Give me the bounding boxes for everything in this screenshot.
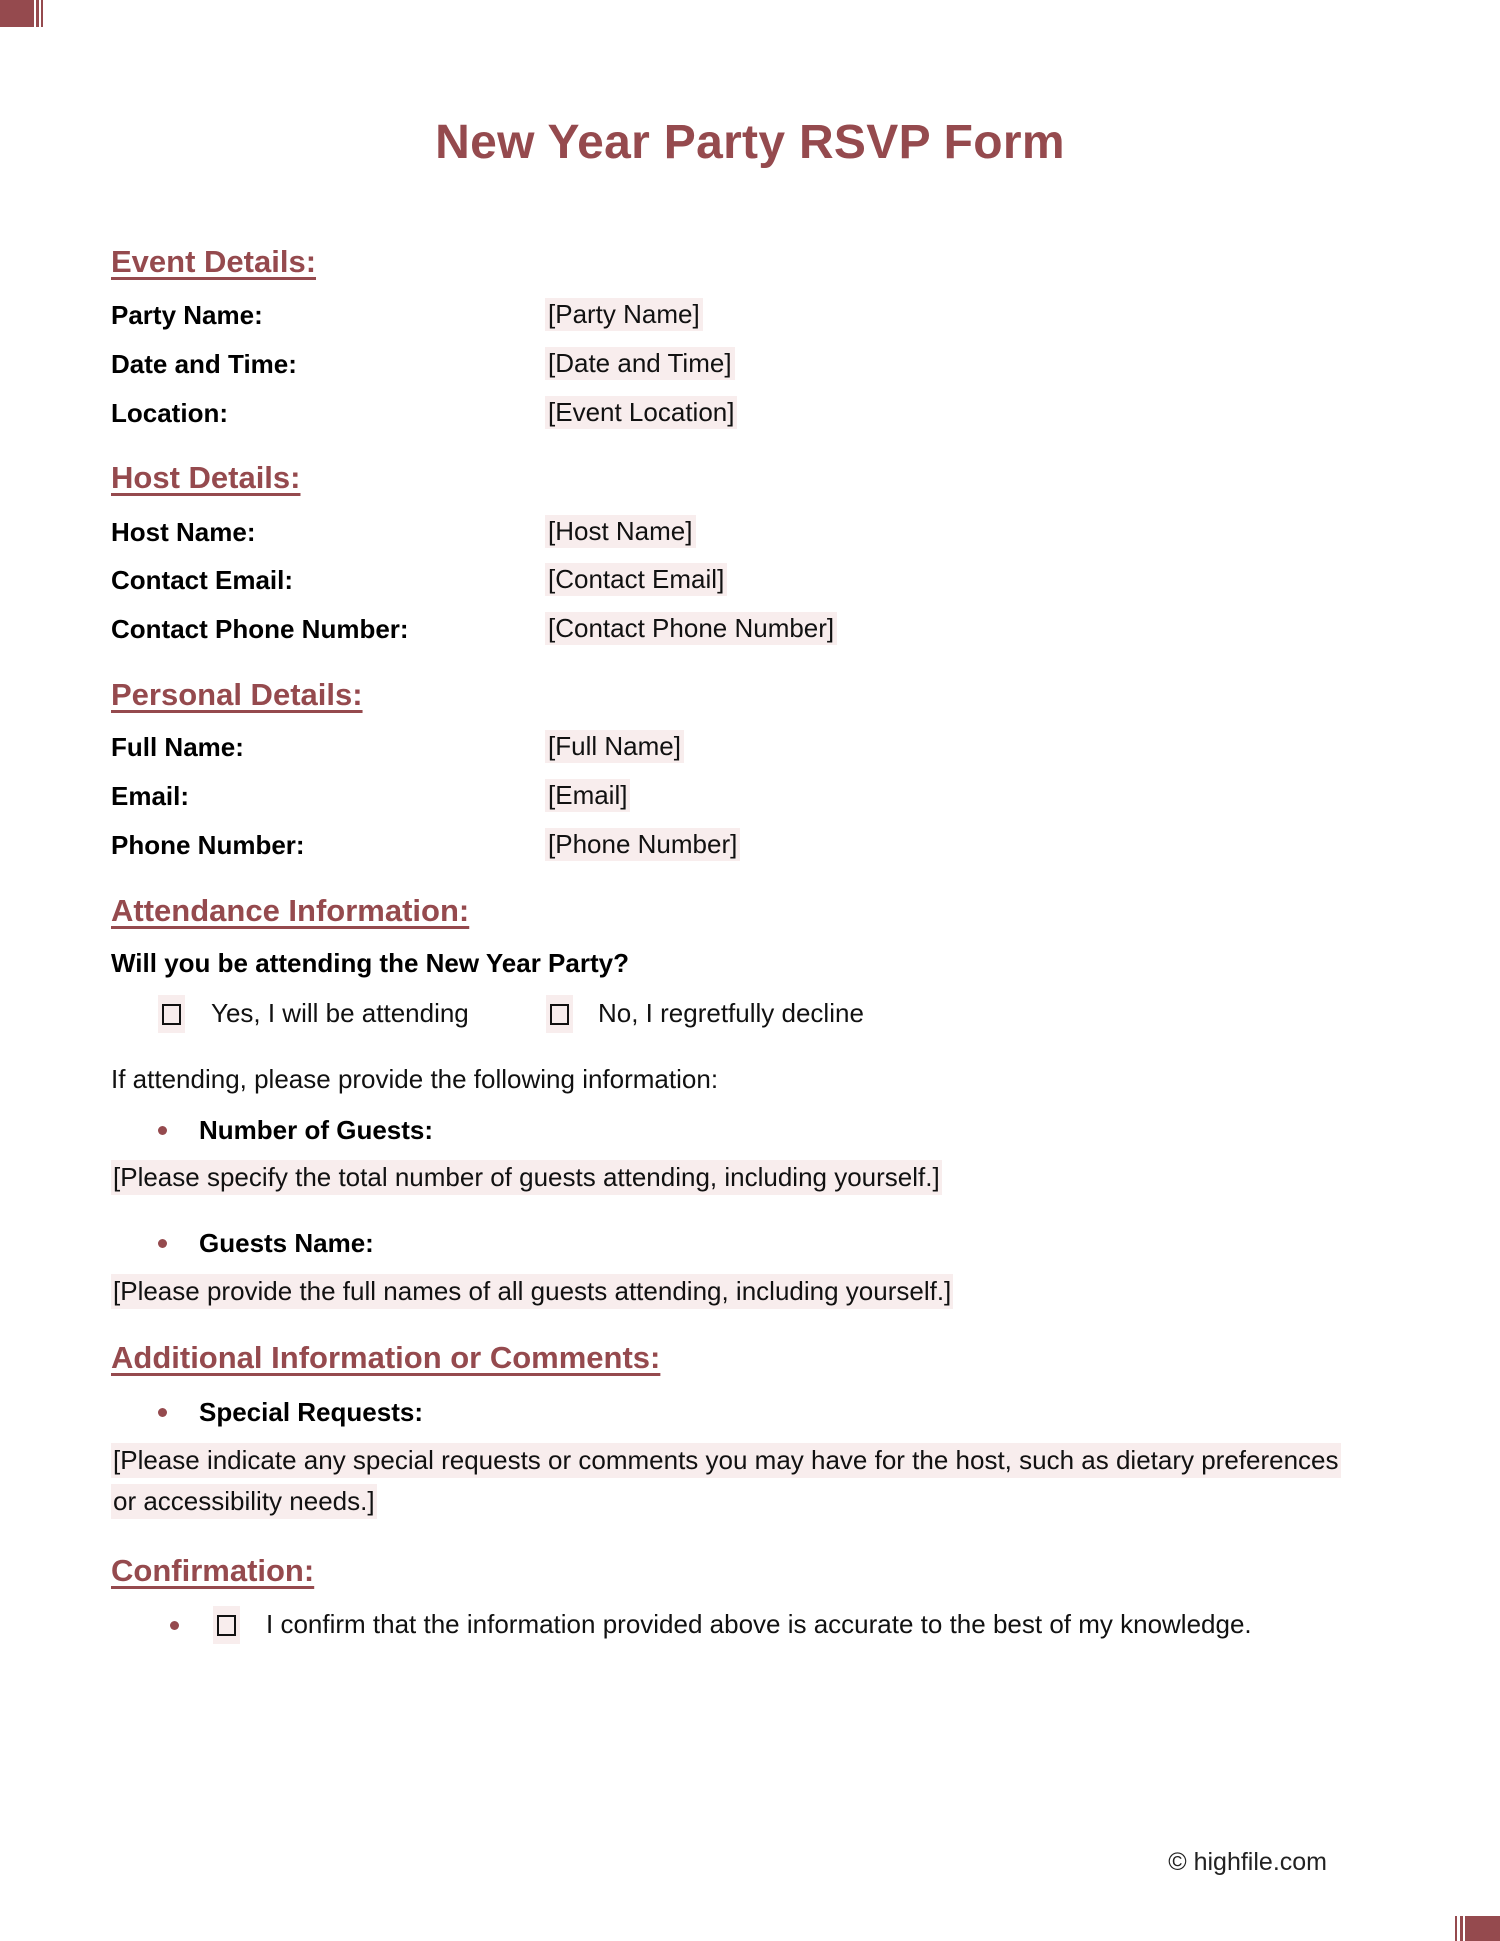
option-yes-label: Yes, I will be attending: [211, 998, 469, 1028]
section-heading-event-details: Event Details:: [111, 244, 317, 279]
corner-decoration-top-left: [0, 0, 44, 27]
checkbox-no[interactable]: [546, 995, 573, 1033]
corner-stripe: [1455, 1916, 1457, 1941]
checkbox-yes[interactable]: [158, 995, 185, 1033]
checkbox-square-icon: [550, 1004, 569, 1025]
confirmation-option[interactable]: [213, 1606, 1343, 1646]
bullet-icon: [158, 1126, 167, 1135]
bullet-icon: [158, 1408, 167, 1417]
corner-stripe: [1460, 1916, 1463, 1941]
page-title: New Year Party RSVP Form: [435, 116, 1065, 169]
number-of-guests-field[interactable]: [Please specify the total number of guests attending, including yourself.]: [111, 1160, 942, 1195]
corner-decoration-bottom-right: [1450, 1916, 1500, 1941]
field-label-contact-email: Contact Email:: [111, 565, 294, 595]
field-contact-email[interactable]: [Contact Email]: [545, 563, 727, 596]
corner-stripe: [41, 0, 43, 27]
attendance-question: Will you be attending the New Year Party?: [111, 948, 629, 978]
field-label-email: Email:: [111, 781, 190, 811]
bullet-icon: [158, 1239, 167, 1248]
field-host-name[interactable]: [Host Name]: [545, 515, 696, 548]
field-label-full-name: Full Name:: [111, 732, 244, 762]
number-of-guests-label: Number of Guests:: [199, 1115, 434, 1145]
field-label-location: Location:: [111, 398, 228, 428]
field-label-contact-phone: Contact Phone Number:: [111, 614, 409, 644]
field-label-host-name: Host Name:: [111, 517, 256, 547]
option-no[interactable]: [546, 995, 946, 1035]
corner-block: [0, 0, 34, 27]
bullet-icon: [170, 1621, 179, 1630]
field-date-time[interactable]: [Date and Time]: [545, 347, 735, 380]
field-party-name[interactable]: [Party Name]: [545, 298, 703, 331]
guests-name-field[interactable]: [Please provide the full names of all guests attending, including yourself.]: [111, 1274, 953, 1309]
field-contact-phone[interactable]: [Contact Phone Number]: [545, 612, 837, 645]
corner-block: [1465, 1916, 1500, 1941]
special-requests-label: Special Requests:: [199, 1397, 423, 1427]
field-phone[interactable]: [Phone Number]: [545, 828, 740, 861]
option-yes[interactable]: [158, 995, 508, 1035]
field-label-party-name: Party Name:: [111, 300, 263, 330]
guests-name-label: Guests Name:: [199, 1228, 374, 1258]
field-label-date-time: Date and Time:: [111, 349, 297, 379]
field-full-name[interactable]: [Full Name]: [545, 730, 684, 763]
checkbox-square-icon: [217, 1615, 236, 1636]
section-heading-host-details: Host Details:: [111, 460, 301, 495]
attendance-intro: If attending, please provide the following information:: [111, 1064, 719, 1094]
special-requests-field-line2[interactable]: or accessibility needs.]: [111, 1484, 377, 1519]
section-heading-confirmation: Confirmation:: [111, 1553, 315, 1588]
footer-copyright: © highfile.com: [1168, 1848, 1327, 1876]
confirmation-statement: I confirm that the information provided above is accurate to the best of my knowledge.: [266, 1609, 1252, 1639]
corner-stripe: [36, 0, 39, 27]
checkbox-confirm[interactable]: [213, 1606, 240, 1644]
field-label-phone: Phone Number:: [111, 830, 305, 860]
special-requests-field-line1[interactable]: [Please indicate any special requests or comments you may have for the host, such as dietary preferences: [111, 1443, 1341, 1478]
section-heading-personal-details: Personal Details:: [111, 677, 363, 712]
option-no-label: No, I regretfully decline: [598, 998, 864, 1028]
section-heading-attendance: Attendance Information:: [111, 893, 470, 928]
field-email[interactable]: [Email]: [545, 779, 630, 812]
checkbox-square-icon: [162, 1004, 181, 1025]
section-heading-additional-info: Additional Information or Comments:: [111, 1340, 661, 1375]
field-location[interactable]: [Event Location]: [545, 396, 737, 429]
